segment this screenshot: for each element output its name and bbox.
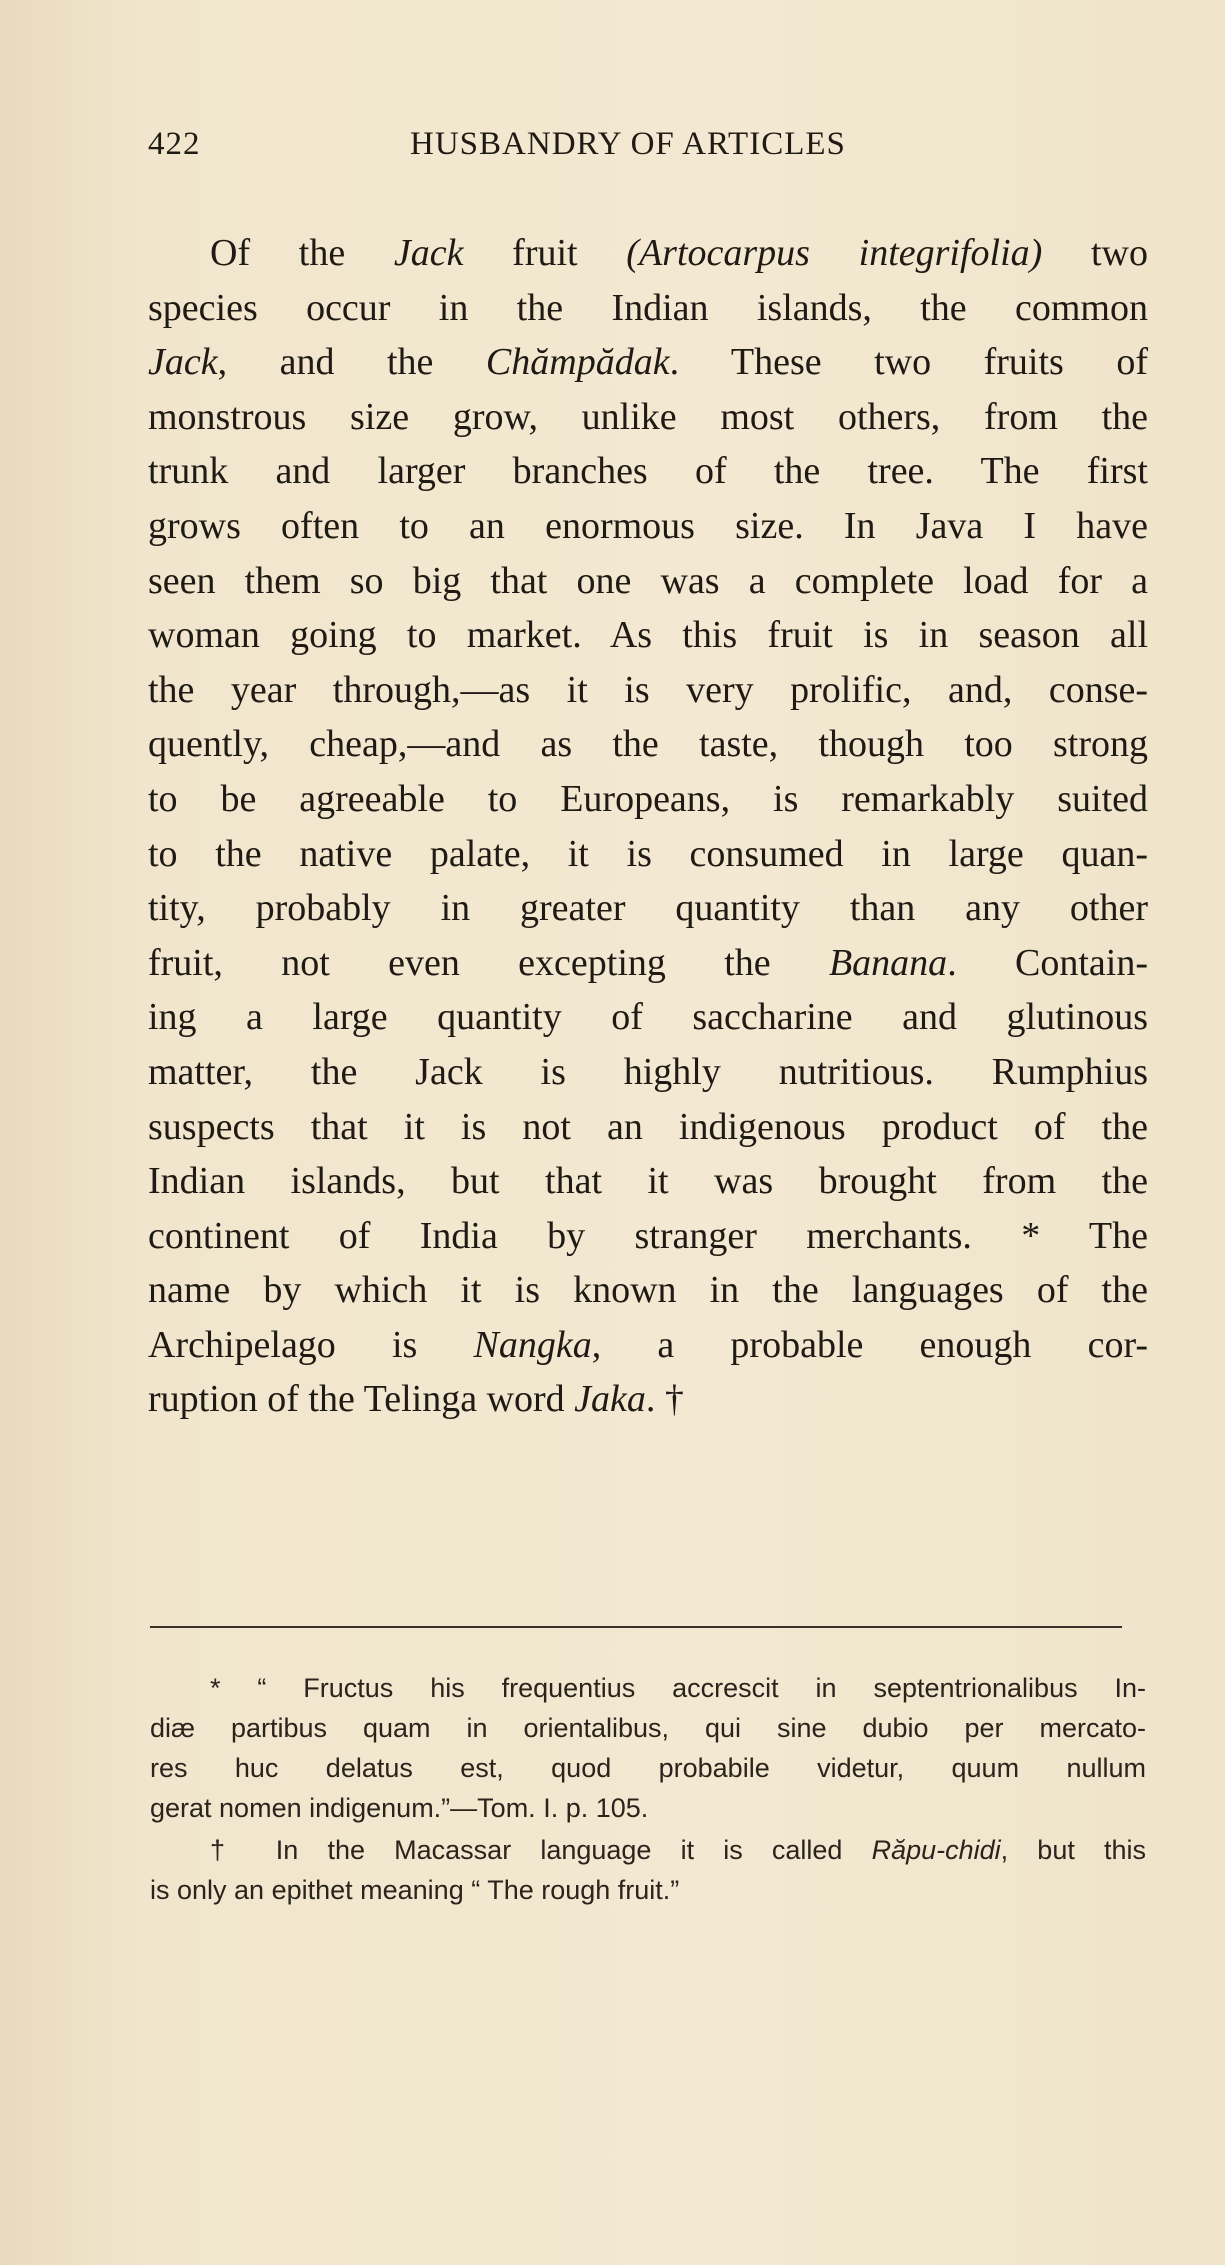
body-line [148, 335, 1148, 390]
text-run: grows often to an enormous size. In Java I have [148, 504, 1148, 547]
page-number: 422 [148, 126, 201, 162]
footnote-2 [150, 1830, 1146, 1910]
body-line [148, 990, 1148, 1045]
text-run: Archipelago is [148, 1323, 474, 1366]
text-run: fruit, not even excepting the [148, 941, 829, 984]
italic-run: Banana [828, 941, 948, 984]
italic-run: Jack [393, 232, 464, 274]
text-run: Indian islands, but that it was brought from the [148, 1160, 1148, 1203]
text-run: the year through,—as it is very prolific, and, conse- [148, 668, 1148, 711]
body-line [148, 444, 1148, 499]
footnote-line [150, 1830, 1146, 1870]
text-run: . † [645, 1378, 684, 1421]
text-run: , a probable enough cor- [591, 1323, 1148, 1366]
footnote-1 [150, 1668, 1146, 1828]
text-run: seen them so big that one was a complete load for a [148, 559, 1148, 602]
text-run: † In the Macassar language it is called [210, 1835, 872, 1865]
text-run: suspects that it is not an indigenous product of the [148, 1105, 1148, 1148]
footnotes [150, 1668, 1146, 1912]
italic-run: Jaka [574, 1378, 646, 1421]
footnote-line [150, 1788, 1146, 1828]
body-line [148, 663, 1148, 718]
body-line [148, 1372, 1148, 1427]
body-line [148, 390, 1148, 445]
text-run: species occur in the Indian islands, the common [148, 286, 1148, 329]
text-run: gerat nomen indigenum.”—Tom. I. p. 105. [150, 1793, 649, 1823]
text-run: diæ partibus quam in orientalibus, qui sine dubio per mercato- [150, 1713, 1146, 1743]
body-line [148, 1045, 1148, 1100]
text-run: * “ Fructus his frequentius accrescit in septentrionalibus In- [210, 1673, 1146, 1703]
body-line [148, 499, 1148, 554]
body-line [148, 554, 1148, 609]
text-run: Of the [210, 232, 394, 274]
text-run: to be agreeable to Europeans, is remarkably suited [148, 777, 1148, 820]
footnote-divider [150, 1626, 1122, 1628]
text-run: ing a large quantity of saccharine and glutinous [148, 996, 1148, 1039]
body-line [148, 226, 1148, 281]
body-line [148, 281, 1148, 336]
body-line [148, 1263, 1148, 1318]
text-run: monstrous size grow, unlike most others, from the [148, 395, 1148, 438]
footnote-line [150, 1668, 1146, 1708]
text-run: to the native palate, it is consumed in large quan- [148, 832, 1148, 875]
text-run: is only an epithet meaning “ The rough fruit.” [150, 1875, 680, 1905]
footnote-line [150, 1748, 1146, 1788]
body-line [148, 881, 1148, 936]
text-run: continent of India by stranger merchants. * The [148, 1214, 1148, 1257]
body-line [148, 1100, 1148, 1155]
text-run: woman going to market. As this fruit is in season all [148, 614, 1148, 657]
text-run: res huc delatus est, quod probabile videtur, quum nullum [150, 1753, 1146, 1783]
italic-run: Răpu-chidi [871, 1835, 1001, 1865]
italic-run: Nangka [473, 1323, 592, 1366]
body-line [148, 1209, 1148, 1264]
body-line [148, 1154, 1148, 1209]
text-run: quently, cheap,—and as the taste, though too strong [148, 723, 1148, 766]
text-run: name by which it is known in the languages of the [148, 1269, 1148, 1312]
body-line [148, 772, 1148, 827]
body-line [148, 936, 1148, 991]
main-paragraph [148, 226, 1148, 1427]
body-line [148, 717, 1148, 772]
text-run: trunk and larger branches of the tree. The first [148, 450, 1148, 493]
footnote-line [150, 1708, 1146, 1748]
text-run: fruit [463, 232, 627, 274]
text-run: matter, the Jack is highly nutritious. Rumphius [148, 1050, 1148, 1093]
body-line [148, 1318, 1148, 1373]
text-run: . These two fruits of [669, 341, 1148, 384]
text-run: two [1042, 232, 1148, 274]
text-run: , but this [1000, 1835, 1147, 1865]
text-run: tity, probably in greater quantity than any other [148, 887, 1148, 930]
italic-run: (Artocarpus integrifolia) [626, 232, 1043, 274]
text-run: , and the [217, 341, 486, 384]
body-line [148, 827, 1148, 882]
running-head: HUSBANDRY OF ARTICLES [410, 126, 846, 162]
body-line [148, 608, 1148, 663]
text-run: . Contain- [947, 941, 1148, 984]
text-run: ruption of the Telinga word [148, 1378, 575, 1421]
footnote-line [150, 1870, 1146, 1910]
italic-run: Chămpădak [485, 341, 670, 384]
italic-run: Jack [148, 341, 218, 384]
